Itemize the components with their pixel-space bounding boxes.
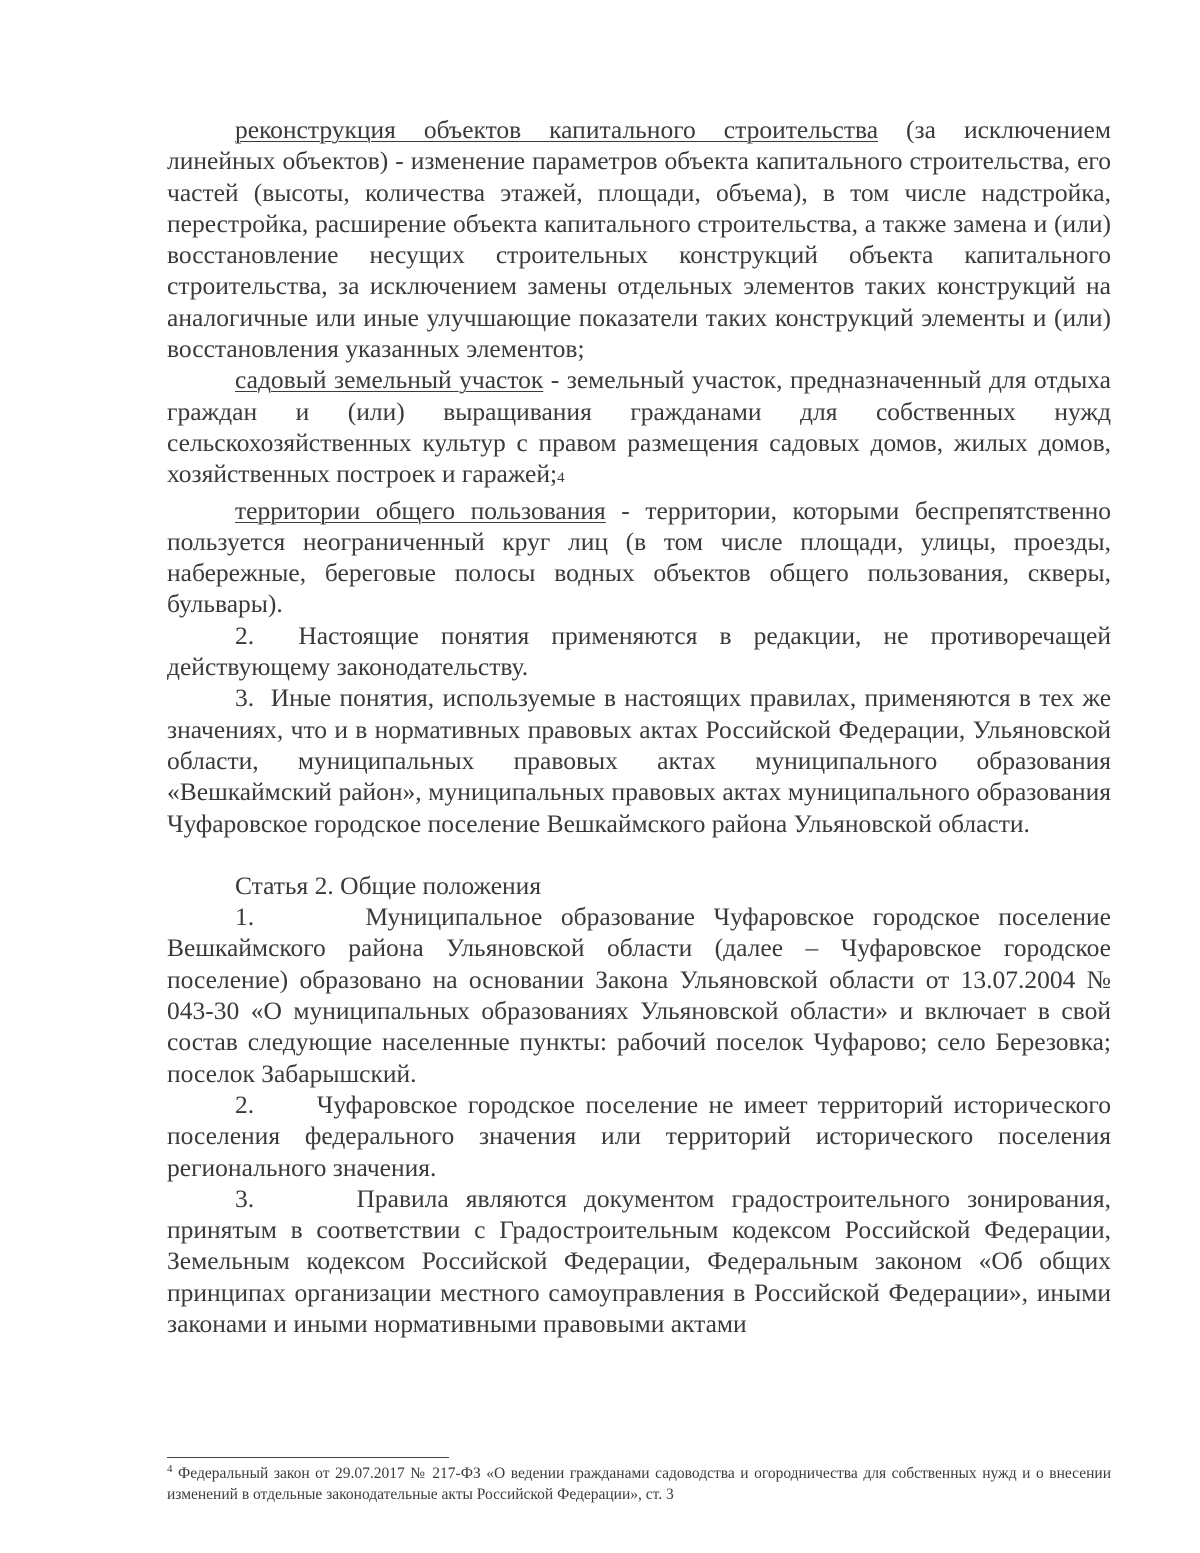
paragraph-number: 2.	[235, 620, 255, 650]
paragraph-text: Настоящие понятия применяются в редакции, не противоречащей действующему законодательству.	[167, 620, 1111, 682]
definition-paragraph	[167, 495, 1111, 620]
definition-term: реконструкция объектов капитального строительства	[235, 115, 879, 144]
definition-text: - территории, которыми беспрепятственно пользуется неограниченный круг лиц (в том числе площади, улицы, проезды, набережные, береговые полосы водных объектов общего пользования, скверы, бульвары).	[167, 495, 1111, 619]
numbered-paragraph	[167, 682, 1111, 838]
article-heading: Статья 2. Общие положения	[235, 870, 542, 900]
numbered-paragraph	[167, 620, 1111, 683]
document-body	[167, 114, 1111, 1339]
footnote-separator	[167, 1457, 449, 1458]
definition-term: садовый земельный участок	[235, 365, 544, 395]
numbered-paragraph	[167, 1183, 1111, 1339]
definition-term: территории общего пользования	[235, 495, 606, 525]
definition-text: - земельный участок, предназначенный для отдыха граждан и (или) выращивания гражданами для собственных нужд сельскохозяйственных культур с правом размещения садовых домов, жилых домов, хозяйственных построек и гаражей;	[167, 365, 1111, 489]
definition-paragraph	[167, 364, 1111, 494]
numbered-paragraph	[167, 1089, 1111, 1183]
paragraph-number: 2.	[235, 1089, 255, 1119]
paragraph-text: Правила являются документом градостроительного зонирования, принятым в соответствии с Градостроительным кодексом Российской Федерации, Земельным кодексом Российской Федерации, Федеральным законом «Об общих принципах организации местного самоуправления в Российской Федерации», иными законами и иными нормативными правовыми актами	[167, 1183, 1111, 1338]
definition-paragraph	[167, 114, 1111, 364]
paragraph-text: Иные понятия, используемые в настоящих правилах, применяются в тех же значениях, что и в нормативных правовых актах Российской Федерации, Ульяновской области, муниципальных правовых актах муниципального образования «Вешкаймский район», муниципальных правовых актах муниципального образования Чуфаровское городское поселение Вешкаймского района Ульяновской области.	[167, 683, 1112, 838]
paragraph-number: 1.	[235, 902, 255, 932]
section-gap	[167, 839, 1111, 870]
footnote-text: Федеральный закон от 29.07.2017 № 217-ФЗ «О ведении гражданами садоводства и огородничества для собственных нужд и о внесении изменений в отдельные законодательные акты Российской Федерации», ст. 3	[167, 1465, 1111, 1503]
paragraph-number: 3.	[235, 1183, 255, 1213]
paragraph-text: Чуфаровское городское поселение не имеет территорий исторического поселения федерального значения или территорий исторического поселения регионального значения.	[167, 1089, 1111, 1182]
definition-text: (за исключением линейных объектов) - изменение параметров объекта капитального строительства, его частей (высоты, количества этажей, площади, объема), в том числе надстройка, перестройка, расширение объекта капитального строительства, а также замена и (или) восстановление несущих строительных конструкций объекта капитального строительства, за исключением замены отдельных элементов таких конструкций на аналогичные или иные улучшающие показатели таких конструкций элементы и (или) восстановления указанных элементов;	[167, 115, 1111, 364]
paragraph-text: Муниципальное образование Чуфаровское городское поселение Вешкаймского района Ульяновской области (далее – Чуфаровское городское поселение) образовано на основании Закона Ульяновской области от 13.07.2004 № 043-30 «О муниципальных образованиях Ульяновской области» и включает в свой состав следующие населенные пункты: рабочий поселок Чуфарово; село Березовка; поселок Забарышский.	[167, 902, 1112, 1088]
numbered-paragraph	[167, 901, 1111, 1089]
paragraph-number: 3.	[235, 683, 255, 713]
footnote	[167, 1463, 1111, 1505]
footnote-marker: 4	[167, 1462, 173, 1475]
footnote-reference[interactable]: 4	[557, 470, 565, 487]
